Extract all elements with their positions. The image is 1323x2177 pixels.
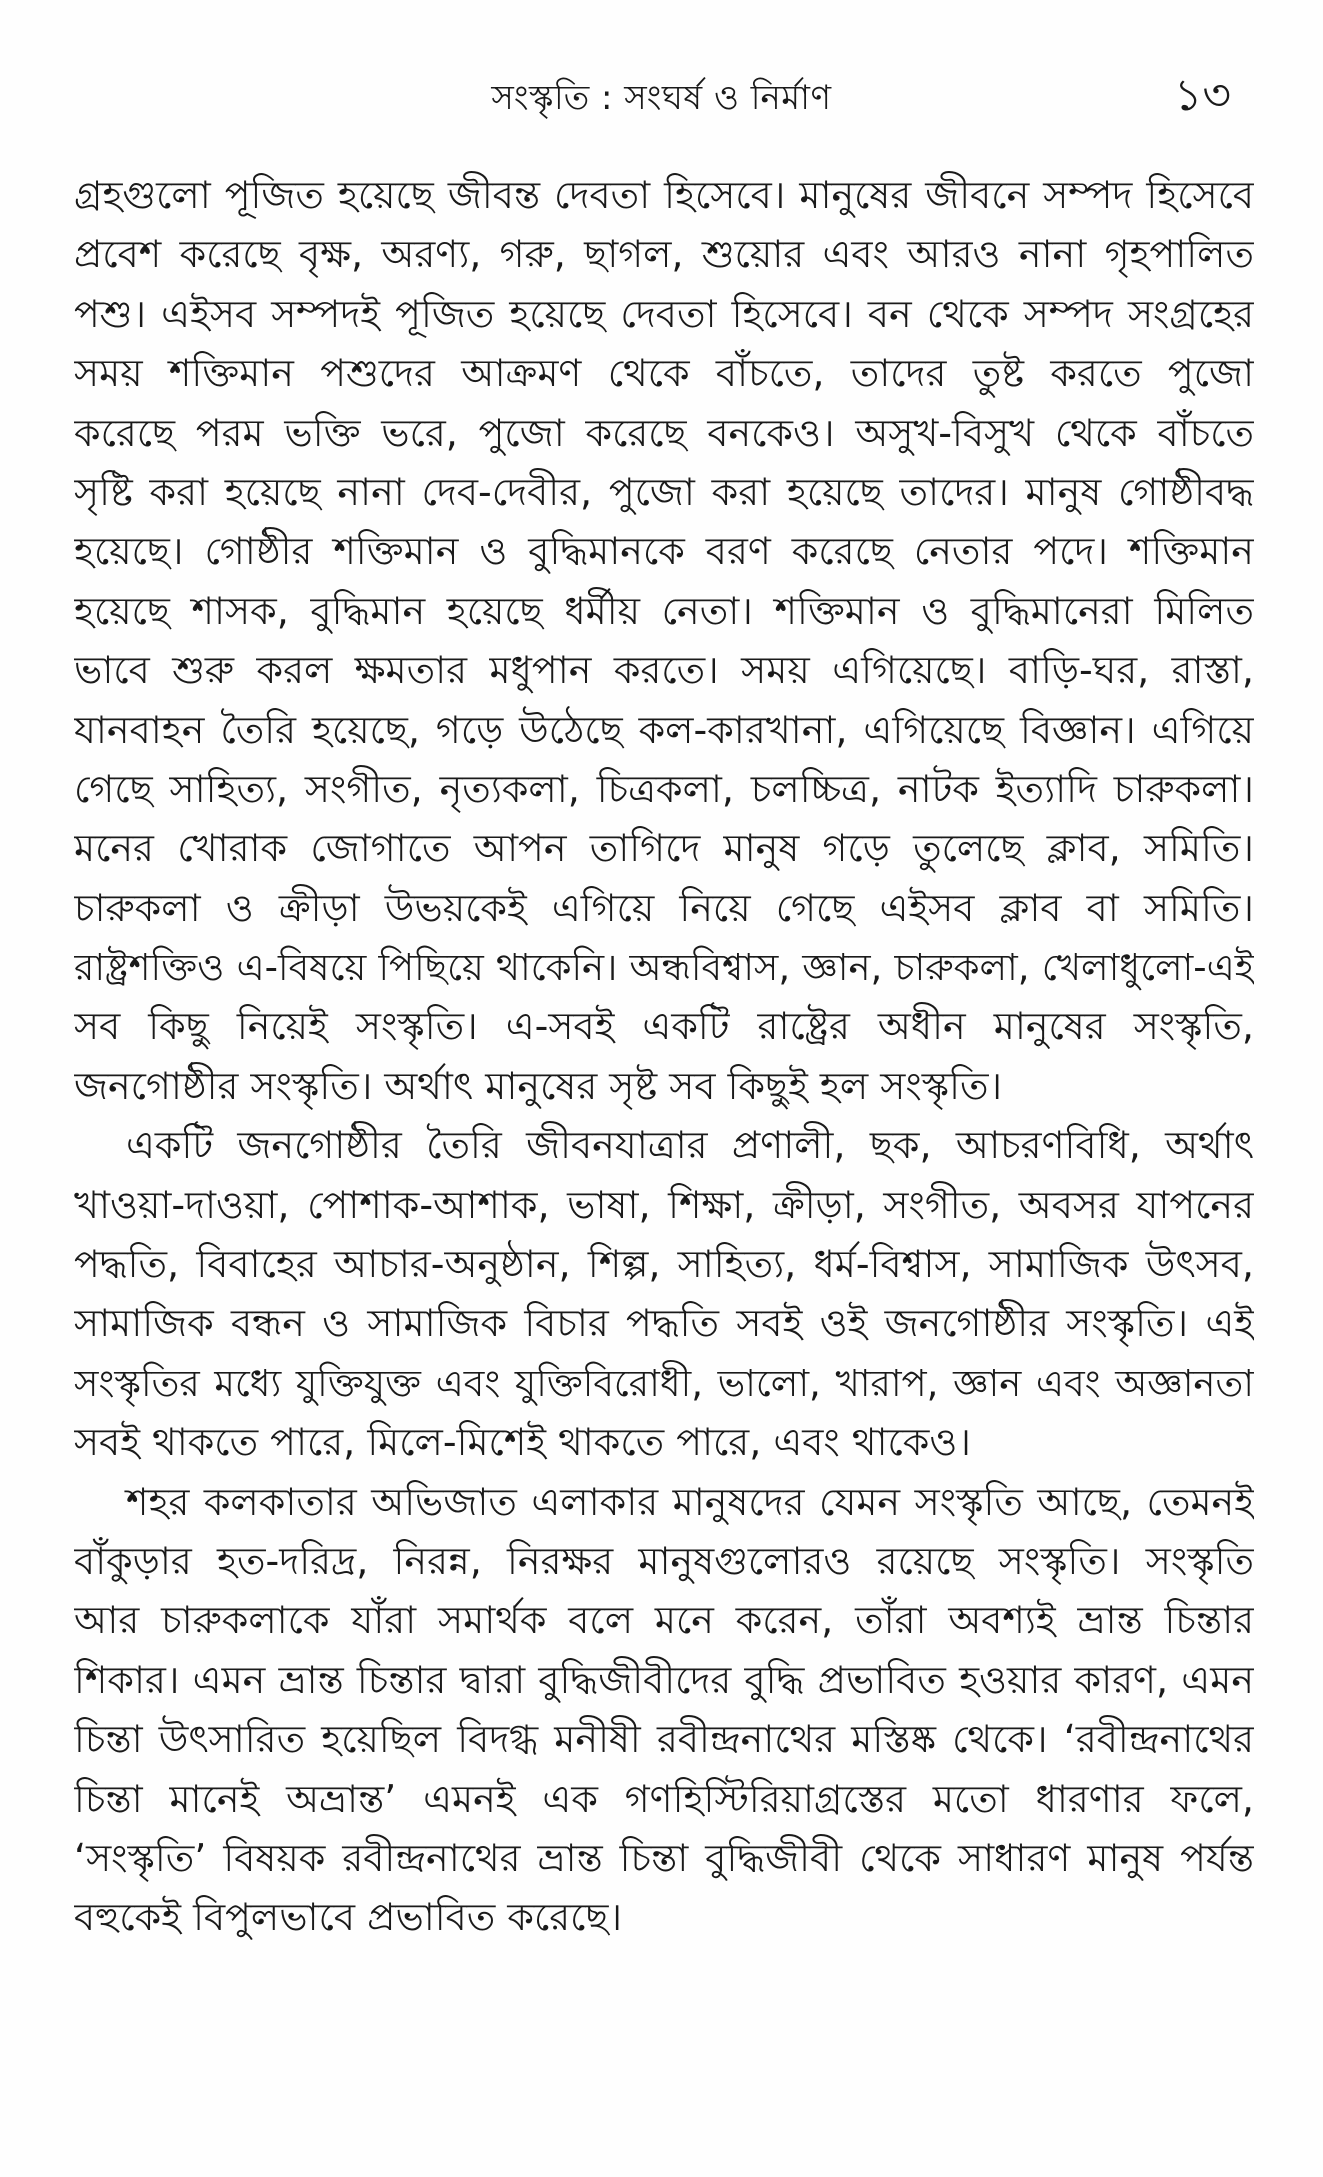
- text-line: বাঁকুড়ার হত-দরিদ্র, নিরন্ন, নিরক্ষর মানুষগুলোরও রয়েছে সংস্কৃতি। সংস্কৃতি: [74, 1538, 1254, 1583]
- text-line: পশু। এইসব সম্পদই পূজিত হয়েছে দেবতা হিসেবে। বন থেকে সম্পদ সংগ্রহের: [74, 291, 1254, 336]
- text-line: চারুকলা ও ক্রীড়া উভয়কেই এগিয়ে নিয়ে গেছে এইসব ক্লাব বা সমিতি।: [74, 885, 1254, 930]
- text-line: চিন্তা উৎসারিত হয়েছিল বিদগ্ধ মনীষী রবীন্দ্রনাথের মস্তিষ্ক থেকে। ‘রবীন্দ্রনাথের: [74, 1717, 1254, 1762]
- text-line: সামাজিক বন্ধন ও সামাজিক বিচার পদ্ধতি সবই ওই জনগোষ্ঠীর সংস্কৃতি। এই: [74, 1301, 1254, 1346]
- running-header-title: সংস্কৃতি : সংঘর্ষ ও নির্মাণ: [491, 78, 832, 118]
- text-line: সব কিছু নিয়েই সংস্কৃতি। এ-সবই একটি রাষ্ট্রের অধীন মানুষের সংস্কৃতি,: [74, 1004, 1254, 1049]
- text-line: পদ্ধতি, বিবাহের আচার-অনুষ্ঠান, শিল্প, সাহিত্য, ধর্ম-বিশ্বাস, সামাজিক উৎসব,: [74, 1242, 1254, 1287]
- text-line: প্রবেশ করেছে বৃক্ষ, অরণ্য, গরু, ছাগল, শুয়োর এবং আরও নানা গৃহপালিত: [74, 232, 1254, 277]
- text-line: সংস্কৃতির মধ্যে যুক্তিযুক্ত এবং যুক্তিবিরোধী, ভালো, খারাপ, জ্ঞান এবং অজ্ঞানতা: [74, 1361, 1254, 1405]
- text-line: শিকার। এমন ভ্রান্ত চিন্তার দ্বারা বুদ্ধিজীবীদের বুদ্ধি প্রভাবিত হওয়ার কারণ, এমন: [74, 1657, 1254, 1702]
- text-line: মনের খোরাক জোগাতে আপন তাগিদে মানুষ গড়ে তুলেছে ক্লাব, সমিতি।: [74, 826, 1254, 871]
- text-line: চিন্তা মানেই অভ্রান্ত’ এমনই এক গণহিস্টিরিয়াগ্রস্তের মতো ধারণার ফলে,: [74, 1776, 1254, 1821]
- text-line: যানবাহন তৈরি হয়েছে, গড়ে উঠেছে কল-কারখানা, এগিয়েছে বিজ্ঞান। এগিয়ে: [74, 707, 1254, 752]
- text-line: হয়েছে। গোষ্ঠীর শক্তিমান ও বুদ্ধিমানকে বরণ করেছে নেতার পদে। শক্তিমান: [74, 529, 1254, 574]
- text-line: একটি জনগোষ্ঠীর তৈরি জীবনযাত্রার প্রণালী, ছক, আচরণবিধি, অর্থাৎ: [126, 1123, 1254, 1168]
- text-line: সৃষ্টি করা হয়েছে নানা দেব-দেবীর, পুজো করা হয়েছে তাদের। মানুষ গোষ্ঠীবদ্ধ: [74, 469, 1254, 514]
- text-line: গেছে সাহিত্য, সংগীত, নৃত্যকলা, চিত্রকলা, চলচ্চিত্র, নাটক ইত্যাদি চারুকলা।: [74, 766, 1254, 811]
- text-line: সময় শক্তিমান পশুদের আক্রমণ থেকে বাঁচতে, তাদের তুষ্ট করতে পুজো: [74, 351, 1254, 396]
- text-line: জনগোষ্ঠীর সংস্কৃতি। অর্থাৎ মানুষের সৃষ্ট সব কিছুই হল সংস্কৃতি।: [74, 1063, 1003, 1108]
- paragraph-2: [74, 1116, 1254, 1472]
- running-header: [0, 62, 1323, 122]
- text-line: আর চারুকলাকে যাঁরা সমার্থক বলে মনে করেন, তাঁরা অবশ্যই ভ্রান্ত চিন্তার: [74, 1598, 1254, 1643]
- text-line: রাষ্ট্রশক্তিও এ-বিষয়ে পিছিয়ে থাকেনি। অন্ধবিশ্বাস, জ্ঞান, চারুকলা, খেলাধুলো-এই: [74, 946, 1254, 990]
- page-number: ১৩: [1173, 70, 1231, 121]
- text-line: হয়েছে শাসক, বুদ্ধিমান হয়েছে ধর্মীয় নেতা। শক্তিমান ও বুদ্ধিমানেরা মিলিত: [74, 588, 1254, 633]
- text-line: গ্রহগুলো পূজিত হয়েছে জীবন্ত দেবতা হিসেবে। মানুষের জীবনে সম্পদ হিসেবে: [74, 173, 1254, 217]
- text-line: করেছে পরম ভক্তি ভরে, পুজো করেছে বনকেও। অসুখ-বিসুখ থেকে বাঁচতে: [74, 410, 1254, 455]
- paragraph-1: [74, 166, 1254, 1116]
- text-line: খাওয়া-দাওয়া, পোশাক-আশাক, ভাষা, শিক্ষা, ক্রীড়া, সংগীত, অবসর যাপনের: [74, 1182, 1254, 1227]
- body-text: [74, 166, 1254, 1948]
- text-line: ভাবে শুরু করল ক্ষমতার মধুপান করতে। সময় এগিয়েছে। বাড়ি-ঘর, রাস্তা,: [74, 648, 1254, 693]
- text-line: বহুকেই বিপুলভাবে প্রভাবিত করেছে।: [74, 1895, 623, 1940]
- text-line: শহর কলকাতার অভিজাত এলাকার মানুষদের যেমন সংস্কৃতি আছে, তেমনই: [126, 1479, 1254, 1524]
- paragraph-3: [74, 1473, 1254, 1948]
- text-line: সবই থাকতে পারে, মিলে-মিশেই থাকতে পারে, এবং থাকেও।: [74, 1420, 971, 1465]
- text-line: ‘সংস্কৃতি’ বিষয়ক রবীন্দ্রনাথের ভ্রান্ত চিন্তা বুদ্ধিজীবী থেকে সাধারণ মানুষ পর্যন্ত: [74, 1835, 1254, 1880]
